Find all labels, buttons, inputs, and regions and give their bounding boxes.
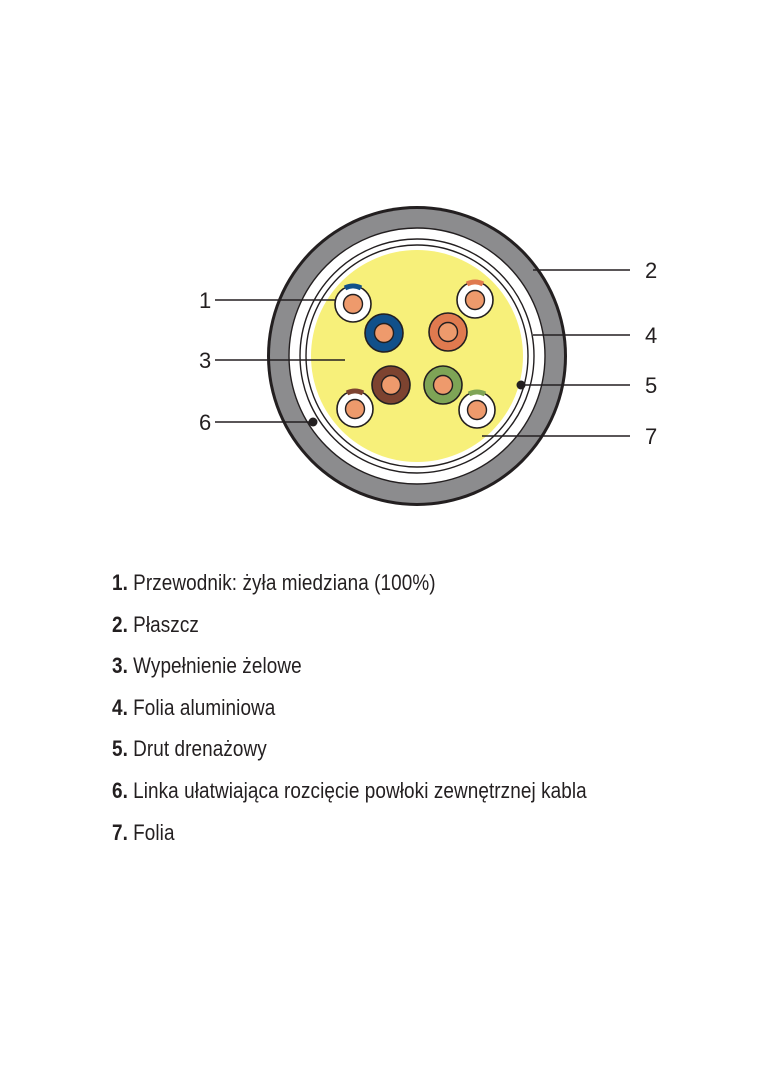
gel-filling — [311, 250, 523, 462]
callout-2: 2 — [645, 258, 658, 283]
legend-item — [112, 732, 587, 774]
legend-text: Płaszcz — [133, 611, 199, 637]
legend-text: Folia aluminiowa — [133, 694, 276, 720]
conductor-orange — [429, 313, 467, 351]
legend-number: 2. — [112, 611, 128, 637]
legend-number: 7. — [112, 819, 128, 845]
legend-item — [112, 691, 587, 733]
legend-text: Przewodnik: żyła miedziana (100%) — [133, 570, 436, 595]
conductor-white-green — [459, 392, 495, 428]
legend-number: 1. — [112, 570, 128, 595]
legend-item — [112, 649, 587, 691]
legend-item — [112, 608, 587, 650]
legend-number: 5. — [112, 736, 128, 762]
callout-4: 4 — [645, 323, 658, 348]
legend-number: 4. — [112, 694, 128, 720]
conductor-blue — [365, 314, 403, 352]
legend-text: Linka ułatwiająca rozcięcie powłoki zewnętrznej kabla — [133, 777, 587, 803]
legend-item — [112, 774, 587, 816]
conductor-white-blue — [335, 286, 371, 322]
conductor-white-brown — [337, 391, 373, 427]
callout-3: 3 — [199, 348, 212, 373]
legend-item — [112, 816, 587, 858]
callout-1: 1 — [199, 288, 212, 313]
legend-item — [112, 566, 587, 608]
legend-text: Drut drenażowy — [133, 736, 267, 762]
callout-7: 7 — [645, 424, 658, 449]
legend-list — [112, 566, 664, 857]
legend-number: 6. — [112, 777, 128, 803]
conductor-brown — [372, 366, 410, 404]
legend-text: Folia — [133, 819, 175, 845]
callout-6: 6 — [199, 410, 212, 435]
legend-number: 3. — [112, 653, 128, 679]
conductor-green — [424, 366, 462, 404]
conductor-white-orange — [457, 282, 493, 318]
callout-5: 5 — [645, 373, 658, 398]
legend-text: Wypełnienie żelowe — [133, 653, 302, 679]
